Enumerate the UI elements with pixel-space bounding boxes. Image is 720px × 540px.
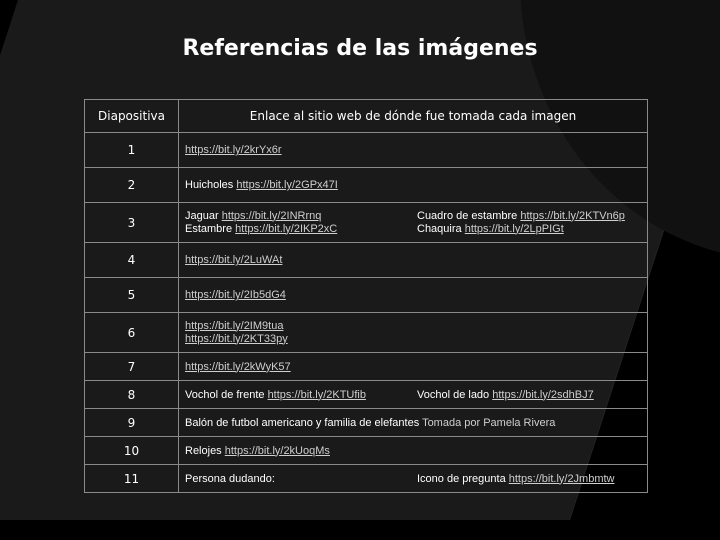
link-cell: [179, 381, 648, 409]
image-link[interactable]: https://bit.ly/2Ib5dG4: [185, 289, 286, 301]
link-cell: [179, 203, 648, 243]
table-row: [85, 313, 648, 353]
image-link[interactable]: https://bit.ly/2Jmbmtw: [508, 472, 615, 485]
table-row: [85, 409, 648, 437]
slide-number: 7: [85, 353, 179, 381]
image-link[interactable]: https://bit.ly/2KTUfib: [267, 388, 366, 401]
image-link[interactable]: https://bit.ly/2sdhBJ7: [492, 388, 594, 401]
image-link[interactable]: https://bit.ly/2KT33py: [185, 332, 288, 345]
image-link[interactable]: https://bit.ly/2KTVn6p: [520, 209, 625, 222]
slide-number: 9: [85, 409, 179, 437]
table-row: [85, 133, 648, 168]
slide-title: Referencias de las imágenes: [182, 36, 538, 61]
image-link[interactable]: https://bit.ly/2krYx6r: [185, 144, 282, 156]
image-link[interactable]: https://bit.ly/2LuWAt: [185, 254, 283, 266]
image-link[interactable]: https://bit.ly/2kUoqMs: [224, 444, 330, 457]
link-cell: [179, 465, 648, 493]
table-row: [85, 168, 648, 203]
slide-number: 4: [85, 243, 179, 278]
slide-number: 1: [85, 133, 179, 168]
image-link[interactable]: https://bit.ly/2IKP2xC: [235, 222, 338, 235]
image-label: Cuadro de estambre: [417, 209, 521, 222]
image-label: Icono de pregunta: [417, 472, 509, 485]
table-row: [85, 381, 648, 409]
header-link: Enlace al sitio web de dónde fue tomada cada imagen: [179, 100, 648, 133]
link-cell: [179, 133, 648, 168]
image-label: Estambre: [185, 222, 236, 235]
slide-number: 2: [85, 168, 179, 203]
image-label: Jaguar: [185, 209, 222, 222]
image-label: Huicholes: [185, 179, 237, 191]
table-row: [85, 437, 648, 465]
image-label: Persona dudando:: [185, 472, 275, 485]
image-link[interactable]: https://bit.ly/2kWyK57: [185, 360, 291, 373]
image-link[interactable]: https://bit.ly/2LpPIGt: [464, 222, 564, 235]
image-link[interactable]: https://bit.ly/2GPx47I: [236, 179, 338, 191]
table-header-row: [85, 100, 648, 133]
image-label: Vochol de frente: [185, 388, 268, 401]
image-label: Balón de futbol americano y familia de elefantes: [185, 416, 423, 429]
image-credit: Tomada por Pamela Rivera: [422, 416, 556, 429]
image-label: Chaquira: [417, 222, 465, 235]
table-row: [85, 465, 648, 493]
slide-number: 10: [85, 437, 179, 465]
slide-number: 6: [85, 313, 179, 353]
image-link[interactable]: https://bit.ly/2IM9tua: [185, 319, 284, 332]
table-row: [85, 243, 648, 278]
header-slide: Diapositiva: [85, 100, 179, 133]
slide-number: 5: [85, 278, 179, 313]
references-table: [84, 99, 648, 493]
link-cell: [179, 353, 648, 381]
slide-number: 3: [85, 203, 179, 243]
slide-number: 11: [85, 465, 179, 493]
link-cell: [179, 409, 648, 437]
table-row: [85, 353, 648, 381]
table-row: [85, 278, 648, 313]
table-row: [85, 203, 648, 243]
image-label: Relojes: [185, 444, 225, 457]
link-cell: [179, 278, 648, 313]
link-cell: [179, 243, 648, 278]
link-cell: [179, 313, 648, 353]
link-cell: [179, 437, 648, 465]
image-label: Vochol de lado: [417, 388, 493, 401]
image-link[interactable]: https://bit.ly/2INRrnq: [221, 209, 322, 222]
slide-number: 8: [85, 381, 179, 409]
link-cell: [179, 168, 648, 203]
